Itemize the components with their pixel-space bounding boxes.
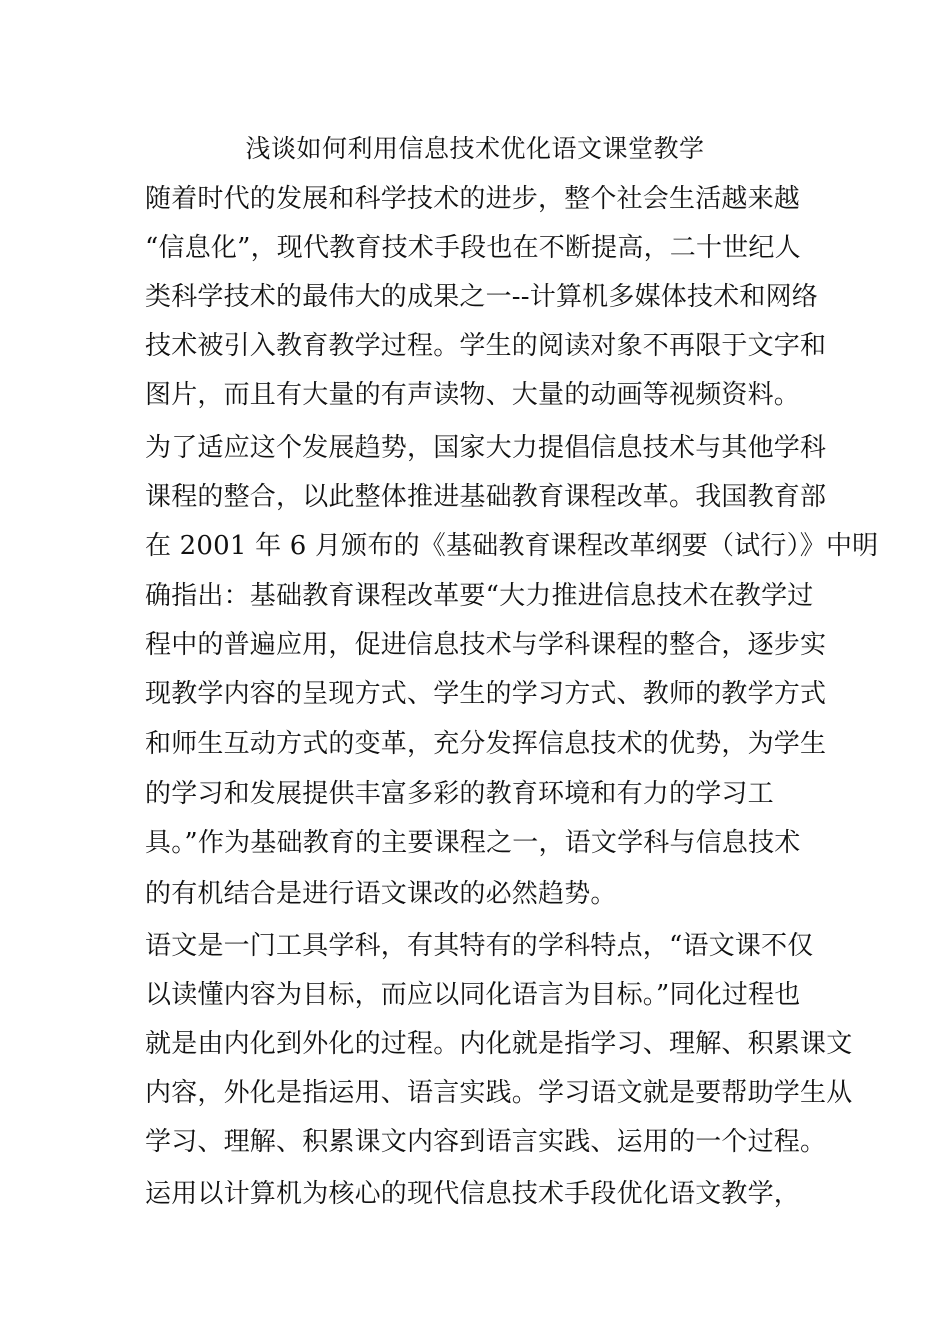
text-line: 技术被引入教育教学过程。学生的阅读对象不再限于文字和 [145,331,827,361]
text-line: 课程的整合，以此整体推进基础教育课程改革。我国教育部 [145,482,827,512]
text-line: 学习、理解、积累课文内容到语言实践、运用的一个过程。 [145,1127,827,1157]
text-line: 现教学内容的呈现方式、学生的学习方式、教师的教学方式 [145,679,827,709]
text-line: 的有机结合是进行语文课改的必然趋势。 [145,879,617,909]
text-line: 类科学技术的最伟大的成果之一--计算机多媒体技术和网络 [145,282,818,312]
text-line: 在 2001 年 6 月颁布的《基础教育课程改革纲要（试行）》中明 [145,531,879,561]
text-line: 的学习和发展提供丰富多彩的教育环境和有力的学习工 [145,779,774,809]
text-line: 运用以计算机为核心的现代信息技术手段优化语文教学， [145,1179,801,1209]
text-line: 图片，而且有大量的有声读物、大量的动画等视频资料。 [145,380,801,410]
text-line: 和师生互动方式的变革，充分发挥信息技术的优势，为学生 [145,729,827,759]
text-line: 以读懂内容为目标，而应以同化语言为目标。”同化过程也 [145,980,801,1010]
text-line: 程中的普遍应用，促进信息技术与学科课程的整合，逐步实 [145,630,827,660]
text-line: 确指出：基础教育课程改革要“大力推进信息技术在教学过 [145,581,814,611]
document-title: 浅谈如何利用信息技术优化语文课堂教学 [245,134,705,163]
text-line: 就是由内化到外化的过程。内化就是指学习、理解、积累课文 [145,1029,853,1059]
text-line: 随着时代的发展和科学技术的进步，整个社会生活越来越 [145,184,801,214]
text-line: 具。”作为基础教育的主要课程之一，语文学科与信息技术 [145,828,801,858]
text-line: 内容，外化是指运用、语言实践。学习语文就是要帮助学生从 [145,1078,853,1108]
text-line: 语文是一门工具学科，有其特有的学科特点，“语文课不仅 [145,931,814,961]
text-line: “信息化”，现代教育技术手段也在不断提高，二十世纪人 [145,233,801,263]
text-line: 为了适应这个发展趋势，国家大力提倡信息技术与其他学科 [145,433,827,463]
